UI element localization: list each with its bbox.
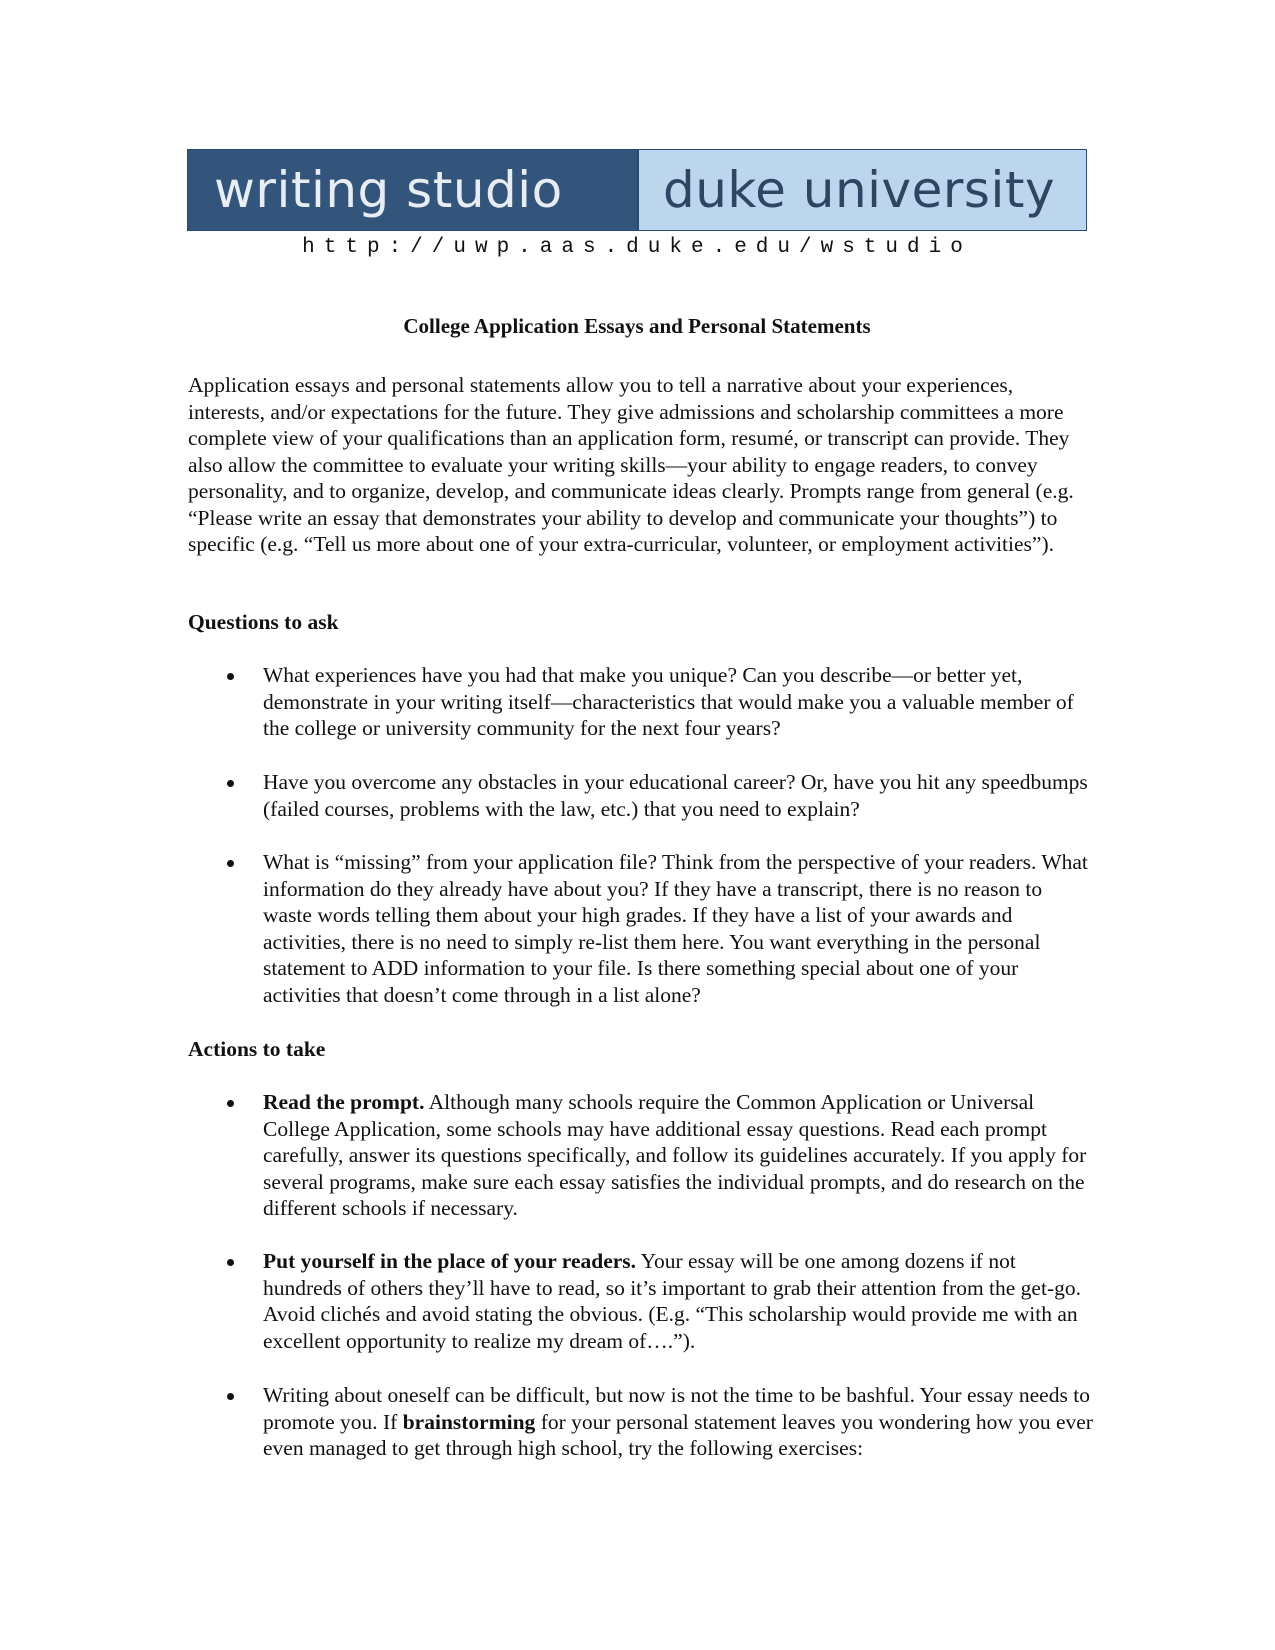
action-item-readers — [263, 1248, 1093, 1354]
banner-writing-studio: writing studio — [188, 150, 637, 230]
banner-duke-university: duke university — [637, 150, 1086, 230]
website-url: http://uwp.aas.duke.edu/wstudio — [302, 236, 972, 259]
intro-paragraph: Application essays and personal statements allow you to tell a narrative about your experiences, interests, and/or expectations for the future. They give admissions and scholarship committees a more complete view of your qualifications than an application form, resumé, or transcript can provide. They also allow the committee to evaluate your writing skills—your ability to engage readers, to convey personality, and to organize, develop, and communicate ideas clearly. Prompts range from general (e.g. “Please write an essay that demonstrates your ability to develop and communicate your thoughts”) to specific (e.g. “Tell us more about one of your extra-curricular, volunteer, or employment activities”). — [188, 373, 1074, 556]
question-item-unique: What experiences have you had that make you unique? Can you describe—or better yet, demonstrate in your writing itself—characteristics that would make you a valuable member of the college or university community for the next four years? — [263, 662, 1093, 742]
document-title: College Application Essays and Personal Statements — [403, 314, 871, 338]
action-text: Although many schools require the Common Application or Universal College Application, some schools may have additional essay questions. Read each prompt carefully, answer its questions specifically, and follow its guidelines accurately. If you apply for several programs, make sure each essay satisfies the individual prompts, and do research on the different schools if necessary. — [263, 1090, 1087, 1220]
writing-studio-banner — [187, 149, 1087, 231]
actions-heading: Actions to take — [188, 1037, 326, 1061]
action-item-brainstorming — [263, 1382, 1093, 1462]
questions-heading: Questions to ask — [188, 610, 339, 634]
action-lead: Put yourself in the place of your readers. — [263, 1249, 637, 1273]
action-text-after: for your personal statement leaves you wondering how you ever even managed to get through high school, try the following exercises: — [263, 1409, 1093, 1460]
action-item-read-prompt — [263, 1089, 1093, 1222]
action-lead: Read the prompt. — [263, 1090, 425, 1114]
action-text-before: Writing about oneself can be difficult, but now is not the time to be bashful. Your essay needs to promote you. If — [263, 1383, 1090, 1434]
brainstorming-term: brainstorming — [402, 1409, 536, 1434]
question-item-obstacles: Have you overcome any obstacles in your educational career? Or, have you hit any speedbumps (failed courses, problems with the law, etc.) that you need to explain? — [263, 769, 1093, 822]
action-text: Your essay will be one among dozens if not hundreds of others they’ll have to read, so it’s important to grab their attention from the get-go. Avoid clichés and avoid stating the obvious. (E.g. “This scholarship would provide me with an excellent opportunity to realize my dream of….”). — [263, 1249, 1081, 1353]
question-item-missing: What is “missing” from your application file? Think from the perspective of your readers. What information do they already have about you? If they have a transcript, there is no reason to waste words telling them about your high grades. If they have a list of your awards and activities, there is no need to simply re-list them here. You want everything in the personal statement to ADD information to your file. Is there something special about one of your activities that doesn’t come through in a list alone? — [263, 849, 1093, 1008]
